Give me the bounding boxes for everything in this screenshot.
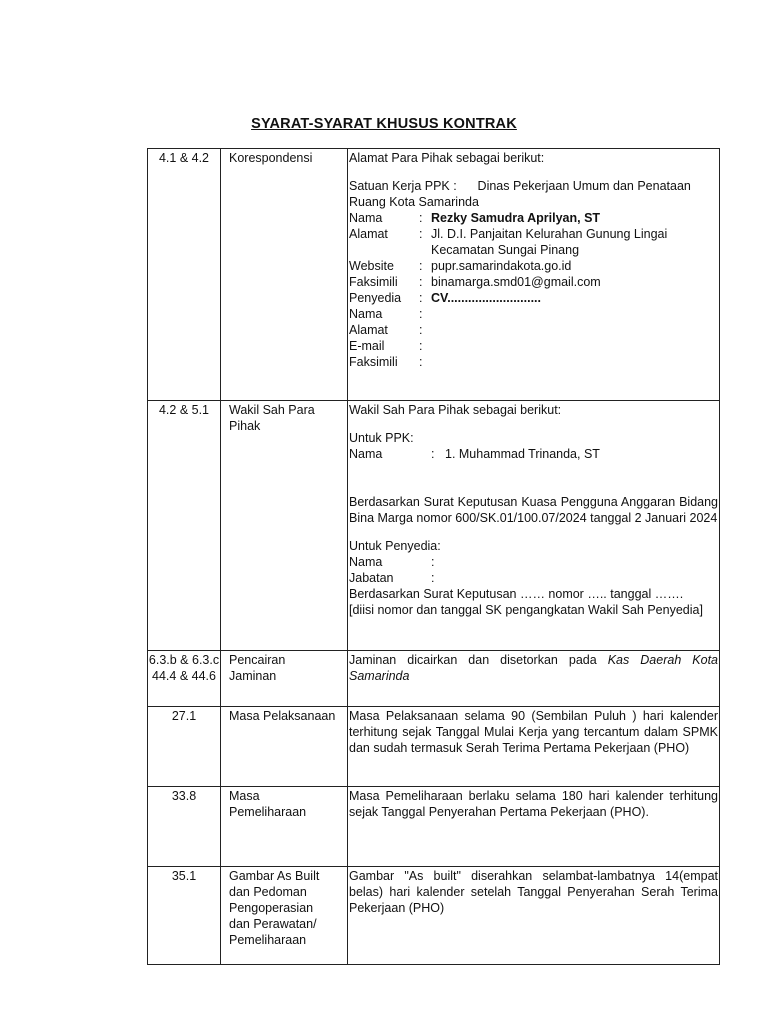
table-row xyxy=(148,707,720,787)
table-row xyxy=(148,401,720,651)
wakil-nama: Nama : 1. Muhammad Trinanda, ST xyxy=(349,447,600,461)
clause-content xyxy=(348,401,720,651)
contract-conditions-table xyxy=(147,148,720,965)
clause-ref: 27.1 xyxy=(148,707,221,787)
clause-ref: 4.1 & 4.2 xyxy=(148,149,221,401)
clause-ref: 33.8 xyxy=(148,787,221,867)
penyedia-berdasarkan: Berdasarkan Surat Keputusan …… nomor ….. tanggal ……. xyxy=(349,587,684,601)
satker-line-2: Ruang Kota Samarinda xyxy=(349,195,479,209)
table-row xyxy=(148,867,720,965)
penyedia-email: E-mail : xyxy=(349,339,423,353)
clause-content: Masa Pemeliharaan berlaku selama 180 hari kalender terhitung sejak Tanggal Penyerahan Pertama Pekerjaan (PHO). xyxy=(348,787,720,867)
ppk-alamat: Alamat : Jl. D.I. Panjaitan Kelurahan Gunung Lingai xyxy=(349,227,668,241)
content-intro: Wakil Sah Para Pihak sebagai berikut: xyxy=(349,403,562,417)
clause-content xyxy=(348,149,720,401)
clause-ref: 6.3.b & 6.3.c 44.4 & 44.6 xyxy=(148,651,221,707)
clause-topic: Masa Pelaksanaan xyxy=(221,707,348,787)
penyedia-note: [diisi nomor dan tanggal SK pengangkatan Wakil Sah Penyedia] xyxy=(349,603,703,617)
wakil-penyedia-nama: Nama : xyxy=(349,555,435,569)
clause-topic: Korespondensi xyxy=(221,149,348,401)
clause-content: Gambar "As built" diserahkan selambat-lambatnya 14(empat belas) hari kalender setelah Tanggal Penyerahan Serah Terima Pekerjaan (PHO) xyxy=(348,867,720,965)
wakil-penyedia-jabatan: Jabatan : xyxy=(349,571,435,585)
satker-line: Satuan Kerja PPK : Dinas Pekerjaan Umum dan Penataan xyxy=(349,179,691,193)
clause-content: Masa Pelaksanaan selama 90 (Sembilan Puluh ) hari kalender terhitung sejak Tanggal Mulai Kerja yang tercantum dalam SPMK dan sudah termasuk Serah Terima Pertama Pekerjaan (PHO) xyxy=(348,707,720,787)
penyedia-faksimili: Faksimili : xyxy=(349,355,423,369)
penyedia: Penyedia : CV........................... xyxy=(349,291,541,305)
ppk-faksimili: Faksimili : binamarga.smd01@gmail.com xyxy=(349,275,601,289)
penyedia-alamat: Alamat : xyxy=(349,323,423,337)
berdasarkan-text: Berdasarkan Surat Keputusan Kuasa Pengguna Anggaran Bidang Bina Marga nomor 600/SK.01/100.07/2024 tanggal 2 Januari 2024 xyxy=(349,495,718,525)
ppk-label: Untuk PPK: xyxy=(349,431,414,445)
clause-topic: Masa Pemeliharaan xyxy=(221,787,348,867)
table-row xyxy=(148,149,720,401)
clause-ref: 4.2 & 5.1 xyxy=(148,401,221,651)
clause-ref: 35.1 xyxy=(148,867,221,965)
jaminan-text: Jaminan dicairkan dan disetorkan pada Kas Daerah Kota Samarinda xyxy=(349,653,719,683)
content-intro: Alamat Para Pihak sebagai berikut: xyxy=(349,151,545,165)
ppk-nama: Nama : Rezky Samudra Aprilyan, ST xyxy=(349,211,601,225)
document-title: SYARAT-SYARAT KHUSUS KONTRAK xyxy=(251,116,517,132)
table-row xyxy=(148,787,720,867)
penyedia-label: Untuk Penyedia: xyxy=(349,539,441,553)
penyedia-nama: Nama : xyxy=(349,307,423,321)
ppk-alamat-2: Kecamatan Sungai Pinang xyxy=(431,243,580,257)
clause-topic: Gambar As Built dan Pedoman Pengoperasian dan Perawatan/ Pemeliharaan xyxy=(221,867,348,965)
ppk-website: Website : pupr.samarindakota.go.id xyxy=(349,259,572,273)
clause-topic: Wakil Sah Para Pihak xyxy=(221,401,348,651)
clause-content xyxy=(348,651,720,707)
clause-topic: Pencairan Jaminan xyxy=(221,651,348,707)
table-row xyxy=(148,651,720,707)
